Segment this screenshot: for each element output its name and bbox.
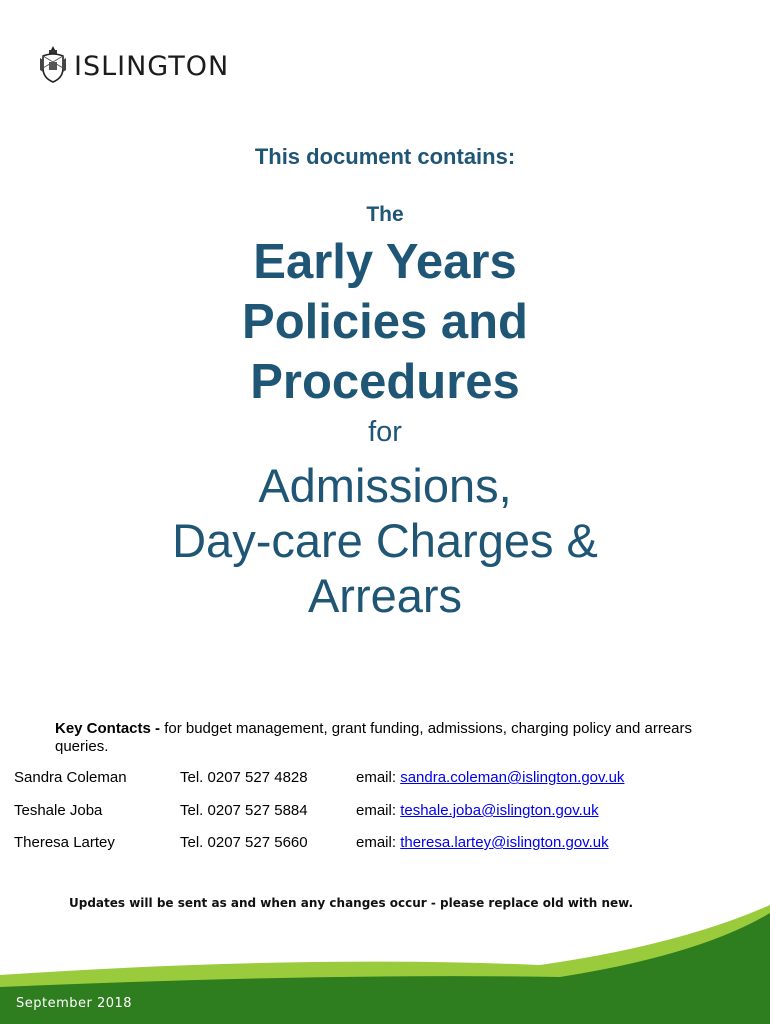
document-intro: This document contains: — [254, 144, 516, 169]
key-contacts-description: for budget management, grant funding, admissions, charging policy and arrears queries. — [55, 720, 693, 755]
contact-email — [356, 769, 624, 786]
email-label: email: — [356, 802, 401, 819]
key-contacts-heading: Key Contacts - — [55, 720, 161, 737]
update-notice: Updates will be sent as and when any changes occur - please replace old with new. — [69, 896, 634, 910]
subtitle-line: Admissions, — [258, 459, 512, 512]
for-label: for — [368, 416, 402, 448]
title-line: Policies and — [242, 295, 528, 349]
contact-name: Teshale Joba — [14, 802, 103, 819]
subtitle-line: Arrears — [307, 569, 463, 622]
crest-icon — [38, 44, 68, 84]
key-contacts-intro — [55, 720, 735, 756]
email-label: email: — [356, 769, 401, 786]
email-link[interactable]: theresa.lartey@islington.gov.uk — [400, 834, 609, 851]
email-label: email: — [356, 834, 401, 851]
contact-phone: Tel. 0207 527 5660 — [180, 834, 308, 851]
contact-email — [356, 834, 609, 851]
islington-logo — [38, 44, 229, 84]
email-link[interactable]: teshale.joba@islington.gov.uk — [400, 802, 599, 819]
title-line: Procedures — [250, 355, 520, 409]
email-link[interactable]: sandra.coleman@islington.gov.uk — [400, 769, 625, 786]
contact-phone: Tel. 0207 527 5884 — [180, 802, 308, 819]
document-title — [0, 232, 770, 412]
footer-date: September 2018 — [16, 996, 133, 1011]
contact-name: Theresa Lartey — [14, 834, 115, 851]
contact-phone: Tel. 0207 527 4828 — [180, 769, 308, 786]
subtitle-line: Day-care Charges & — [172, 514, 598, 567]
the-label: The — [366, 203, 404, 226]
contact-email — [356, 802, 599, 819]
key-contacts-section — [55, 720, 735, 756]
title-line: Early Years — [253, 235, 517, 289]
contact-name: Sandra Coleman — [14, 769, 127, 786]
document-subtitle — [0, 458, 770, 623]
brand-name: ISLINGTON — [74, 50, 230, 82]
